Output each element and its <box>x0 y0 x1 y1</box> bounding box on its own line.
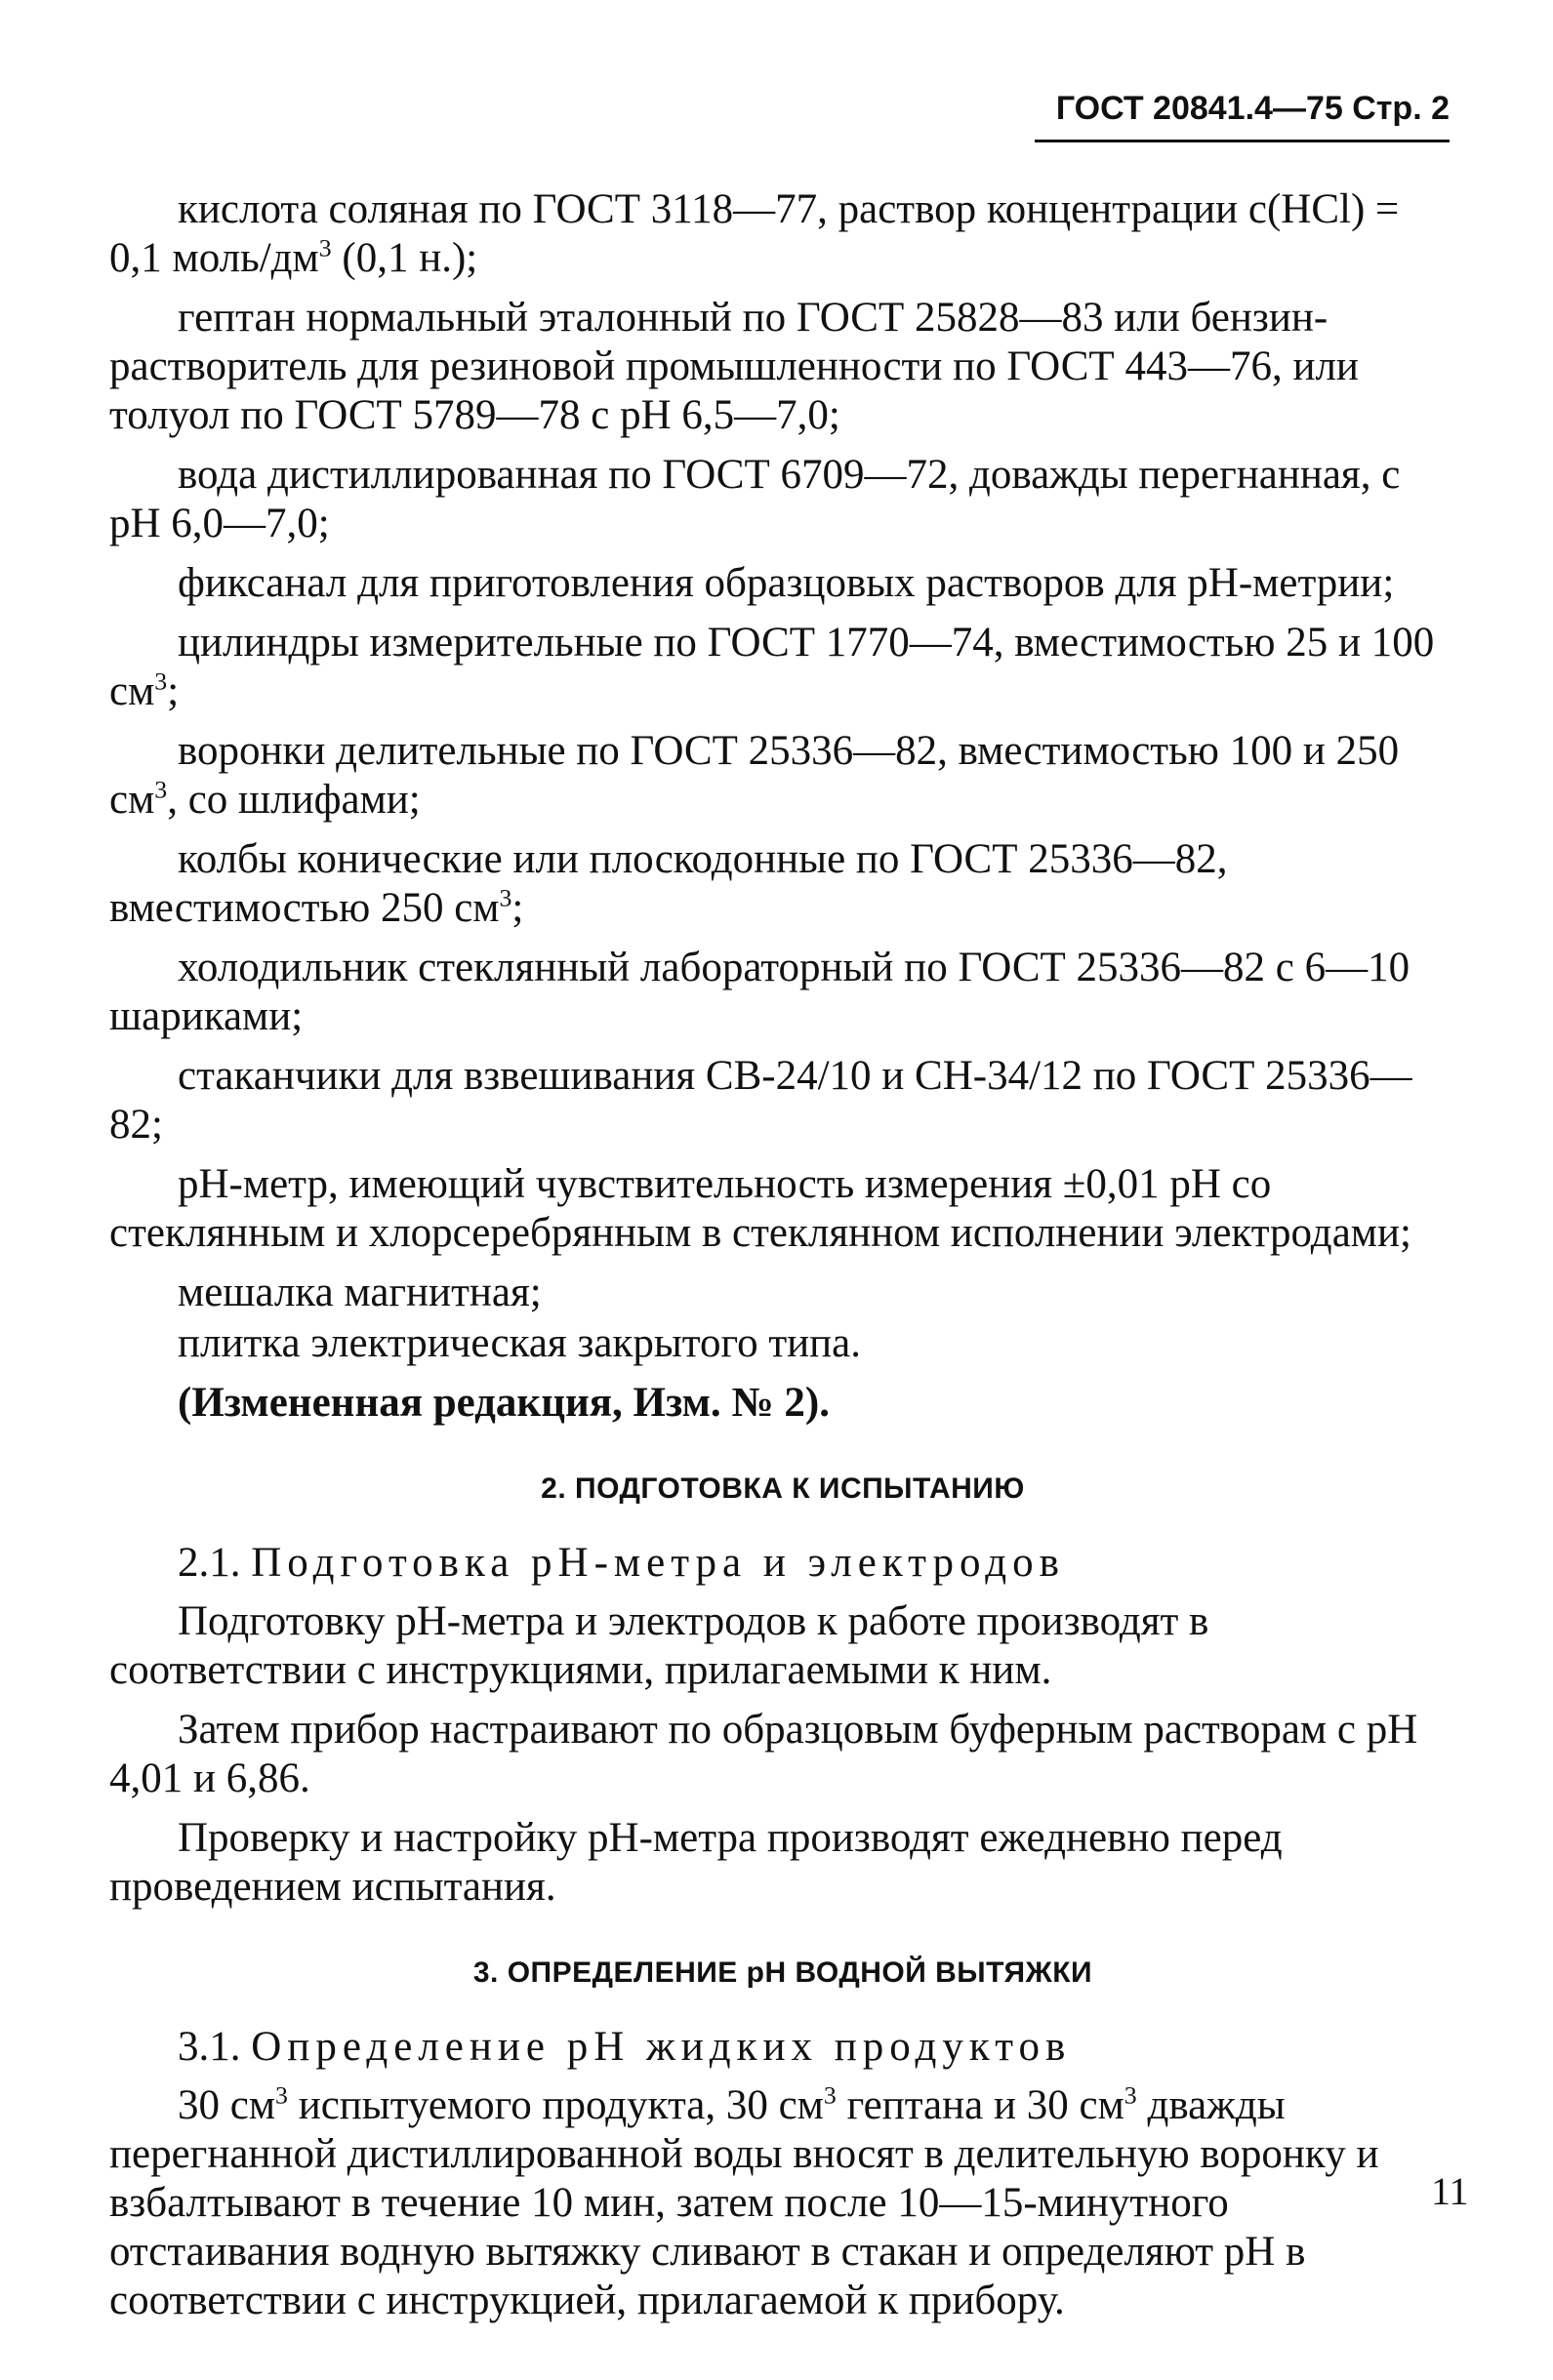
reagent-item: вода дистиллированная по ГОСТ 6709—72, доважды перегнанная, с рН 6,0—7,0; <box>109 452 1401 546</box>
reagent-item: кислота соляная по ГОСТ 3118—77, раствор концентрации с(НСl) = 0,1 моль/$дм^3$ (0,1 н.); <box>109 186 1400 281</box>
reagent-item: плитка электрическая закрытого типа. <box>178 1320 861 1366</box>
paragraph: Проверку и настройку рН-метра производят ежедневно перед проведением испытания. <box>109 1815 1283 1910</box>
reagent-item: фиксанал для приготовления образцовых растворов для рН-метрии; <box>178 560 1395 606</box>
reagent-item: гептан нормальный эталонный по ГОСТ 25828—83 или бензин-растворитель для резиновой промышленности по ГОСТ 443—76, или толуол по ГОСТ 5789—78 с рН 6,5—7,0; <box>109 295 1359 438</box>
page-body <box>109 185 1456 2336</box>
subsection-title: Определение рН жидких продуктов <box>251 2024 1072 2070</box>
subsection-title: Подготовка рН-метра и электродов <box>251 1540 1065 1586</box>
subsection-3-1-title <box>109 2023 1456 2072</box>
reagent-item: холодильник стеклянный лабораторный по ГОСТ 25336—82 с 6—10 шариками; <box>109 945 1410 1039</box>
section-2-heading: 2. ПОДГОТОВКА К ИСПЫТАНИЮ <box>541 1472 1025 1505</box>
reagents-list <box>109 185 1456 1368</box>
section-3-heading: 3. ОПРЕДЕЛЕНИЕ рН ВОДНОЙ ВЫТЯЖКИ <box>472 1956 1093 1989</box>
paragraph: 30 $см^3$ испытуемого продукта, 30 $см^3$ гептана и 30 $см^3$ дважды перегнанной дистиллированной воды вносят в делительную воронку и взбалтывают в течение 10 мин, затем после 10—15-минутного отстаивания водную вытяжку сливают в стакан и определяют рН в соответствии с инструкцией, прилагаемой к прибору. <box>109 2080 1379 2323</box>
subsection-number: 3.1. <box>178 2024 241 2070</box>
paragraph: Подготовку рН-метра и электродов к работе производят в соответствии с инструкциями, прилагаемыми к ним. <box>109 1598 1209 1693</box>
reagent-item: воронки делительные по ГОСТ 25336—82, вместимостью 100 и 250 $см^3$, со шлифами; <box>109 728 1400 823</box>
page-header <box>1035 90 1450 128</box>
reagent-item: рН-метр, имеющий чувствительность измерения ±0,01 рН со стеклянным и хлорсеребрянным в стеклянном исполнении электродами; <box>109 1161 1411 1256</box>
reagent-item: колбы конические или плоскодонные по ГОСТ 25336—82, вместимостью 250 $см^3$; <box>109 836 1228 931</box>
reagent-item: цилиндры измерительные по ГОСТ 1770—74, вместимостью 25 и 100 $см^3$; <box>109 620 1435 714</box>
subsection-number: 2.1. <box>178 1540 241 1586</box>
page-label: Стр. 2 <box>1352 90 1450 127</box>
header-rule <box>1035 140 1450 142</box>
standard-number: ГОСТ 20841.4—75 <box>1055 90 1343 127</box>
paragraph: Затем прибор настраивают по образцовым буферным растворам с рН 4,01 и 6,86. <box>109 1707 1418 1801</box>
reagent-item: стаканчики для взвешивания СВ-24/10 и СН-34/12 по ГОСТ 25336—82; <box>109 1053 1412 1148</box>
reagent-item: мешалка магнитная; <box>178 1270 542 1315</box>
amendment-note: (Измененная редакция, Изм. № 2). <box>178 1380 830 1426</box>
page-number: 11 <box>1431 2169 1469 2213</box>
subsection-2-1-title <box>109 1539 1456 1588</box>
